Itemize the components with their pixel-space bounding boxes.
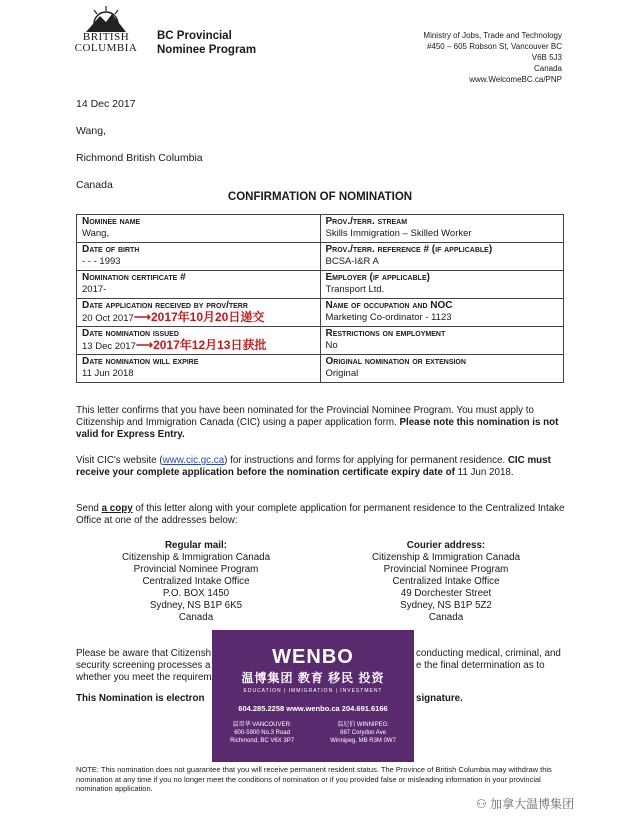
arrow-icon: ⟶ <box>133 309 151 324</box>
cic-website-link[interactable]: www.cic.gc.ca <box>162 455 225 466</box>
paragraph-bold: a copy <box>101 503 133 514</box>
field-value: Transport Ltd. <box>325 283 385 295</box>
ministry-line: Ministry of Jobs, Trade and Technology <box>423 31 562 40</box>
partial-line: whether you meet the requirem <box>76 672 212 683</box>
address-line: Canada <box>178 612 214 623</box>
address-line: Citizenship & Immigration Canada <box>371 552 521 563</box>
address-line: P.O. BOX 1450 <box>162 588 230 599</box>
address-line: Sydney, NS B1P 5Z2 <box>400 600 492 611</box>
address-line: Citizenship & Immigration Canada <box>121 552 271 563</box>
table-row <box>77 355 564 383</box>
field-label: Original nomination or extension <box>325 356 466 367</box>
field-value: Wang, <box>82 227 110 239</box>
nomination-table <box>76 214 564 383</box>
table-row <box>77 215 564 243</box>
field-value: BCSA-I&R A <box>325 255 379 267</box>
address-title: Regular mail: <box>164 540 228 551</box>
watermark-label: 加拿大温博集团 <box>490 797 575 811</box>
table-cell <box>77 355 321 383</box>
wenbo-contact: 604.285.2258 www.wenbo.ca 204.691.6166 <box>238 704 388 713</box>
partial-line: security screening processes a <box>76 660 211 671</box>
arrow-icon: ⟶ <box>135 337 154 352</box>
field-label: Nominee name <box>82 216 141 227</box>
field-value: No <box>325 339 338 351</box>
field-value: 2017- <box>82 283 107 295</box>
field-label: Date application received by prov/terr <box>82 300 248 311</box>
office-line: Richmond, BC V6X 3P7 <box>230 738 295 744</box>
program-line-1: BC Provincial <box>157 30 232 42</box>
table-cell <box>320 271 564 299</box>
table-cell <box>77 215 321 243</box>
table-row <box>77 327 564 355</box>
recipient-city: Richmond British Columbia <box>76 152 203 164</box>
address-line: Sydney, NS B1P 6K5 <box>149 600 243 611</box>
paragraph-text: Visit CIC's website ( <box>76 455 163 466</box>
table-cell <box>77 271 321 299</box>
ministry-line: www.WelcomeBC.ca/PNP <box>469 75 562 84</box>
electronic-note-left: This Nomination is electron <box>76 693 205 704</box>
table-cell <box>320 327 564 355</box>
paragraph-bold: CIC must receive your complete application before the nomination certificate expiry date of <box>76 455 551 478</box>
table-cell <box>320 299 564 327</box>
paragraph-text: ) for instructions and forms for applying for permanent residence. <box>224 455 508 466</box>
regular-mail-address <box>96 540 296 624</box>
ministry-line: Canada <box>533 64 562 73</box>
partial-line: e the final determination as to <box>416 660 545 671</box>
office-line: 600-5900 No.3 Road <box>234 730 290 736</box>
ministry-line: V6B 5J3 <box>531 53 562 62</box>
wenbo-ad-badge <box>212 630 414 762</box>
paragraph-text: Send <box>76 503 102 514</box>
paragraph-send <box>76 503 566 527</box>
field-value: - - - 1993 <box>82 255 121 267</box>
office-vancouver <box>230 721 294 745</box>
partial-text-right <box>416 648 566 672</box>
field-label: Prov./terr. reference # (if applicable) <box>325 244 493 255</box>
field-label: Employer (if applicable) <box>325 272 430 283</box>
recipient-country: Canada <box>76 179 113 191</box>
field-label: Date nomination issued <box>82 328 179 339</box>
watermark-text <box>476 795 574 812</box>
partial-line: conducting medical, criminal, and <box>416 648 561 659</box>
field-label: Restrictions on employment <box>325 328 446 339</box>
address-title: Courier address: <box>406 540 486 551</box>
logo-text-british: BRITISH <box>82 31 130 43</box>
electronic-note-right: signature. <box>416 693 463 704</box>
field-value: Marketing Co-ordinator - 1123 <box>325 311 452 323</box>
field-label: Prov./terr. stream <box>325 216 408 227</box>
address-line: Provincial Nominee Program <box>383 564 509 575</box>
bc-logo <box>74 4 138 54</box>
paragraph-cic <box>76 455 566 479</box>
courier-address <box>346 540 546 624</box>
table-cell <box>320 215 564 243</box>
program-name <box>157 29 256 57</box>
field-label: Date nomination will expire <box>82 356 199 367</box>
table-row <box>77 299 564 327</box>
wechat-icon: ⚇ <box>476 797 491 811</box>
table-cell <box>77 299 321 327</box>
wenbo-tagline: EDUCATION | IMMIGRATION | INVESTMENT <box>243 688 383 694</box>
paragraph-text: of this letter along with your complete application for permanent residence to the Centralized Intake Office at one of the addresses below: <box>76 503 565 526</box>
address-line: Centralized Intake Office <box>392 576 500 587</box>
wenbo-offices <box>212 721 414 745</box>
address-line: 49 Dorchester Street <box>400 588 492 599</box>
annotation-submitted: 2017年10月20日递交 <box>150 309 265 324</box>
field-value: 13 Dec 2017 <box>82 340 136 352</box>
paragraph-confirmation <box>76 405 566 441</box>
office-winnipeg <box>330 721 396 745</box>
ministry-address <box>423 30 562 85</box>
partial-line: Please be aware that Citizensh <box>76 648 212 659</box>
wenbo-chinese-tagline: 温博集团 教育 移民 投资 <box>241 671 385 685</box>
office-title: 温尼伯 WINNIPEG: <box>337 722 389 728</box>
field-label: Name of occupation and NOC <box>325 300 453 311</box>
office-title: 温哥华 VANCOUVER: <box>232 722 292 728</box>
field-label: Date of birth <box>82 244 140 255</box>
address-line: Canada <box>428 612 464 623</box>
field-value: Original <box>325 367 359 379</box>
footer-note: NOTE: This nomination does not guarantee that you will receive permanent resident status. The Province of British Columbia may withdraw this nomination at any time if you no longer meet the conditions of nomination or if you provided false or misleading information in your provincial nomination application. <box>76 765 552 793</box>
paragraph-text: 11 Jun 2018. <box>454 467 514 478</box>
paragraph-bold: Please note this nomination is not valid for Express Entry. <box>76 417 559 440</box>
table-cell <box>320 355 564 383</box>
address-line: Provincial Nominee Program <box>133 564 259 575</box>
wenbo-brand: WENBO <box>272 646 354 668</box>
ministry-line: #450 – 605 Robson St, Vancouver BC <box>426 42 562 51</box>
recipient-name: Wang, <box>76 125 106 137</box>
program-line-2: Nominee Program <box>157 44 257 56</box>
field-label: Nomination certificate # <box>82 272 186 283</box>
table-cell <box>77 327 321 355</box>
field-value: 11 Jun 2018 <box>82 367 134 379</box>
address-line: Centralized Intake Office <box>142 576 250 587</box>
table-cell <box>320 243 564 271</box>
logo-text-columbia: COLUMBIA <box>74 42 138 54</box>
sun-mountain-icon <box>78 4 134 32</box>
office-line: 887 Corydon Ave <box>340 730 387 736</box>
annotation-approved: 2017年12月13日获批 <box>153 337 267 352</box>
field-value: Skills Immigration – Skilled Worker <box>325 227 472 239</box>
table-cell <box>77 243 321 271</box>
table-row <box>77 243 564 271</box>
document-title: CONFIRMATION OF NOMINATION <box>227 191 413 203</box>
letter-date: 14 Dec 2017 <box>76 98 136 110</box>
partial-text-left <box>76 648 216 684</box>
office-line: Winnipeg, MB R3M 0W7 <box>330 738 396 744</box>
table-row <box>77 271 564 299</box>
paragraph-text: This letter confirms that you have been nominated for the Provincial Nominee Program. You must apply to Citizenship and Immigration Canada (CIC) using a paper application form. <box>76 405 534 428</box>
field-value: 20 Oct 2017 <box>82 312 134 324</box>
